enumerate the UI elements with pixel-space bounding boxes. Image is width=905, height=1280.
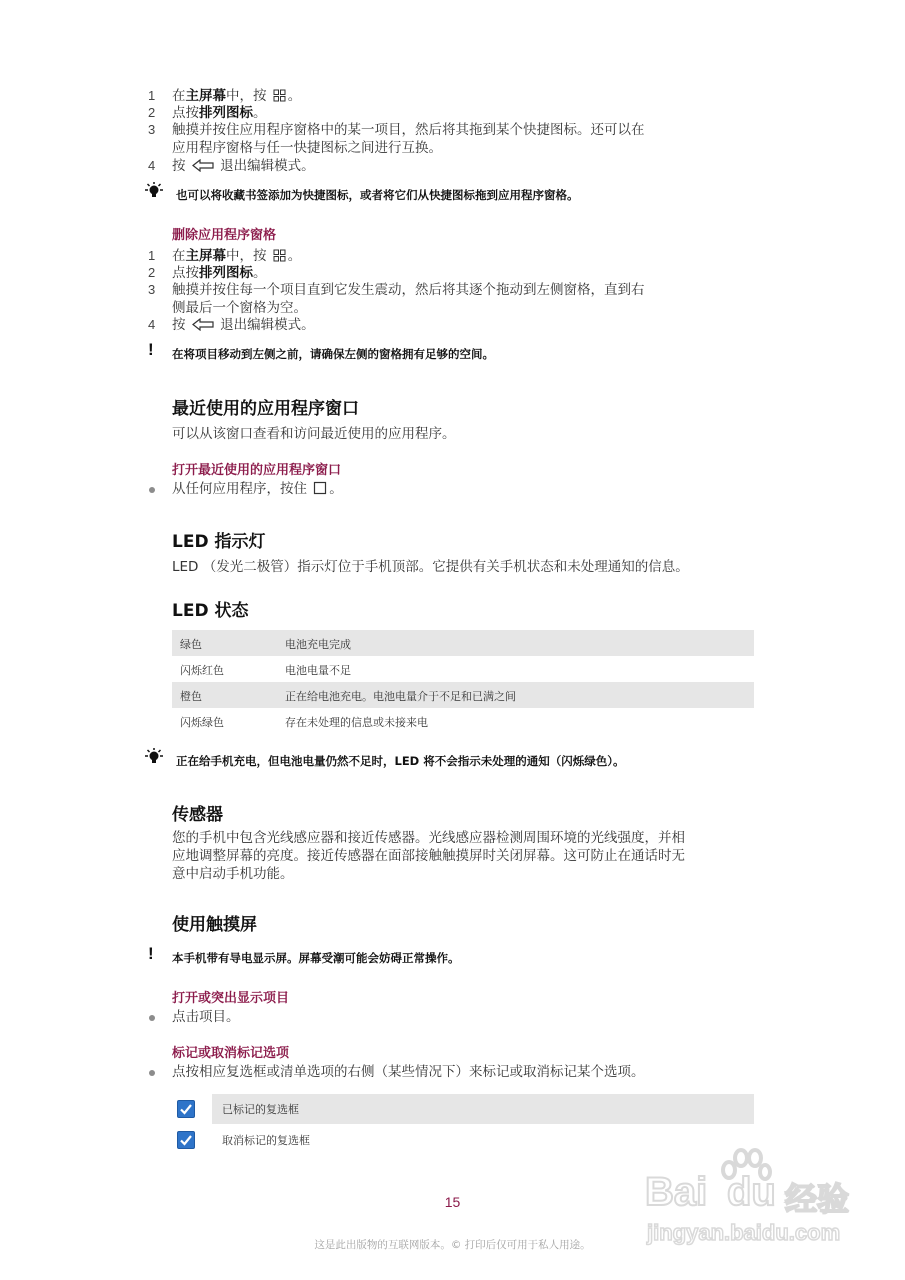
step-text: 在主屏幕中，按 。	[172, 88, 302, 104]
led-title: LED 指示灯	[172, 532, 266, 552]
step-text: 在主屏幕中，按 。	[172, 248, 302, 264]
step-number: 4	[148, 317, 156, 332]
step-number: 4	[148, 158, 156, 173]
checkbox-row-label: 取消标记的复选框	[222, 1134, 310, 1147]
step-text-cont: 侧最后一个窗格为空。	[172, 300, 307, 316]
touch-warning-text: 本手机带有导电显示屏。屏幕受潮可能会妨碍正常操作。	[172, 951, 460, 965]
mark-option-text: 点按相应复选框或清单选项的右侧（某些情况下）来标记或取消标记某个选项。	[172, 1064, 645, 1080]
watermark-bai: Bai	[645, 1170, 708, 1214]
step-text-cont: 应用程序窗格与任一快捷图标之间进行互换。	[172, 140, 442, 156]
exclamation-icon: !	[148, 340, 154, 359]
step-text: 按 退出编辑模式。	[172, 158, 315, 174]
mark-option-heading: 标记或取消标记选项	[172, 1046, 290, 1061]
footer-note: 这是此出版物的互联网版本。© 打印后仅可用于私人用途。	[314, 1239, 591, 1251]
checkbox-icon	[177, 1131, 195, 1149]
touchscreen-title: 使用触摸屏	[172, 915, 257, 935]
watermark-url: jingyan.baidu.com	[647, 1220, 841, 1245]
bullet	[149, 1070, 155, 1076]
led-desc: LED （发光二极管）指示灯位于手机顶部。它提供有关手机状态和未处理通知的信息。	[172, 559, 689, 575]
apps-grid-icon	[273, 89, 286, 102]
table-row: 绿色 电池充电完成	[172, 630, 754, 656]
lightbulb-tip-icon	[143, 748, 165, 766]
step-text: 触摸并按住应用程序窗格中的某一项目，然后将其拖到某个快捷图标。还可以在	[172, 122, 645, 138]
recent-apps-square-icon	[313, 481, 327, 495]
step-number: 2	[148, 265, 156, 280]
sensor-title: 传感器	[172, 805, 223, 825]
step-text: 触摸并按住每一个项目直到它发生震动，然后将其逐个拖动到左侧窗格，直到右	[172, 282, 645, 298]
warning-text: 在将项目移动到左侧之前，请确保左侧的窗格拥有足够的空间。	[172, 347, 494, 361]
watermark-cn: 经验	[785, 1180, 850, 1218]
sensor-line: 应地调整屏幕的亮度。接近传感器在面部接触触摸屏时关闭屏幕。这可防止在通话时无	[172, 848, 685, 864]
step-text: 按 退出编辑模式。	[172, 317, 315, 333]
watermark-du: du	[727, 1170, 776, 1214]
back-icon	[192, 318, 214, 331]
lightbulb-tip-icon	[143, 182, 165, 200]
recent-apps-title: 最近使用的应用程序窗口	[172, 399, 359, 419]
step-number: 1	[148, 248, 156, 263]
checkbox-row-label: 已标记的复选框	[222, 1103, 299, 1116]
table-row: 闪烁红色 电池电量不足	[180, 664, 351, 677]
led-status-title: LED 状态	[172, 601, 249, 621]
checked-checkbox-icon	[177, 1100, 195, 1118]
bullet	[149, 1015, 155, 1021]
open-recent-text: 从任何应用程序，按住 。	[172, 481, 343, 497]
step-number: 2	[148, 105, 156, 120]
open-item-heading: 打开或突出显示项目	[172, 991, 290, 1006]
open-item-text: 点击项目。	[172, 1009, 240, 1025]
apps-grid-icon	[273, 249, 286, 262]
back-icon	[192, 159, 214, 172]
step-text: 点按排列图标。	[172, 265, 267, 281]
step-number: 1	[148, 88, 156, 103]
step-number: 3	[148, 122, 156, 137]
open-recent-heading: 打开最近使用的应用程序窗口	[172, 463, 342, 478]
led-tip-text: 正在给手机充电，但电池电量仍然不足时，LED 将不会指示未处理的通知（闪烁绿色）。	[176, 754, 625, 768]
recent-apps-desc: 可以从该窗口查看和访问最近使用的应用程序。	[172, 426, 456, 442]
page-number: 15	[444, 1194, 461, 1210]
table-row: 橙色 正在给电池充电。电池电量介于不足和已满之间	[172, 682, 754, 708]
sensor-line: 您的手机中包含光线感应器和接近传感器。光线感应器检测周围环境的光线强度，并相	[172, 830, 685, 846]
tip-text: 也可以将收藏书签添加为快捷图标，或者将它们从快捷图标拖到应用程序窗格。	[176, 188, 579, 202]
table-row: 闪烁绿色 存在未处理的信息或未接来电	[180, 716, 428, 729]
step-text: 点按排列图标。	[172, 105, 267, 121]
exclamation-icon: !	[148, 944, 154, 963]
delete-pane-heading: 删除应用程序窗格	[172, 228, 277, 243]
baidu-watermark	[645, 1148, 895, 1248]
sensor-line: 意中启动手机功能。	[172, 866, 294, 882]
bullet	[149, 487, 155, 493]
step-number: 3	[148, 282, 156, 297]
